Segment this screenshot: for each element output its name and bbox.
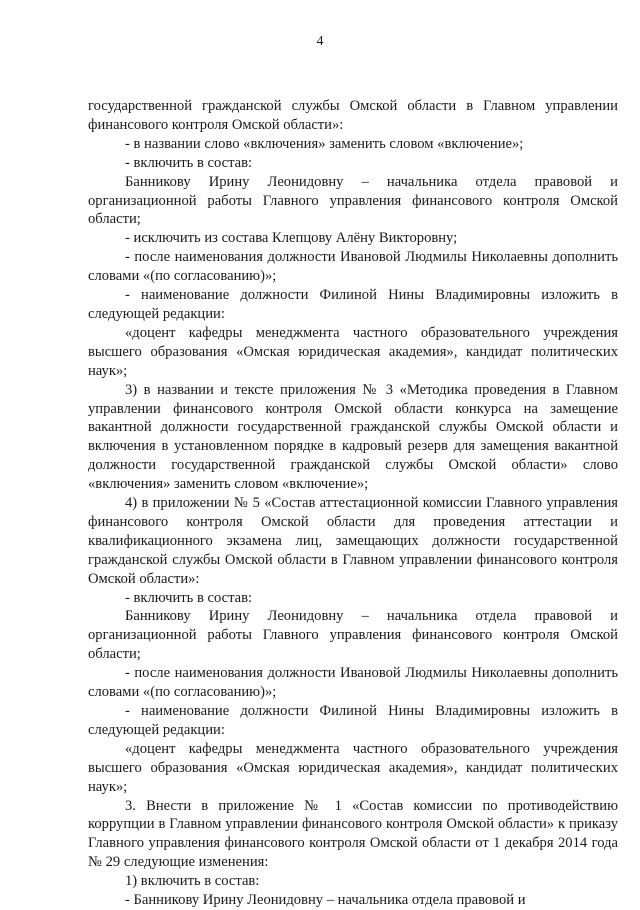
paragraph: - в названии слово «включения» заменить словом «включение»; (125, 135, 524, 152)
paragraph: - наименование должности Филиной Нины Владимировны изложить в следующей редакции: (88, 703, 618, 738)
paragraph: 3. Внести в приложение № 1 «Состав комиссии по противодействию коррупции в Главном управлении финансового контроля Омской области» к приказу Главного управления финансового контроля Омской области от 1 декабря 2014 года № 29 следующие изменения: (88, 797, 618, 871)
paragraph: - включить в состав: (125, 154, 253, 171)
paragraph: 4) в приложении № 5 «Состав аттестационной комиссии Главного управления финансового контроля Омской области для проведения аттестации и квалификационного экзамена лиц, замещающих должности государственной гражданской службы Омской области в Главном управлении финансового контроля Омской области»: (88, 495, 618, 587)
paragraph: - после наименования должности Ивановой Людмилы Николаевны дополнить словами «(по согласованию)»; (88, 665, 618, 701)
paragraph: Банникову Ирину Леонидовну – начальника отдела правовой и организационной работы Главного управления финансового контроля Омской области; (88, 608, 618, 663)
paragraph: - включить в состав: (125, 589, 253, 606)
paragraph: - исключить из состава Клепцову Алёну Викторовну; (125, 230, 458, 247)
paragraph: - Банникову Ирину Леонидовну – начальника отдела правовой и (125, 892, 526, 909)
page-number: 4 (316, 34, 324, 49)
paragraph: 3) в названии и тексте приложения № 3 «Методика проведения в Главном управлении финансового контроля Омской области конкурса на замещение вакантной должности государственной гражданской службы Омской области и включения в установленном порядке в кадровый резерв для замещения вакантной должности государственной гражданской службы Омской области» слово «включения» заменить словом «включение»; (88, 381, 618, 493)
document-body (88, 97, 618, 910)
paragraph: 1) включить в состав: (125, 873, 260, 890)
paragraph: - после наименования должности Ивановой Людмилы Николаевны дополнить словами «(по согласованию)»; (88, 249, 618, 285)
paragraph: «доцент кафедры менеджмента частного образовательного учреждения высшего образования «Омская юридическая академия», кандидат политических наук»; (88, 324, 618, 379)
paragraph: «доцент кафедры менеджмента частного образовательного учреждения высшего образования «Омская юридическая академия», кандидат политических наук»; (88, 740, 618, 795)
paragraph: государственной гражданской службы Омской области в Главном управлении финансового контроля Омской области»: (88, 98, 618, 133)
paragraph: - наименование должности Филиной Нины Владимировны изложить в следующей редакции: (88, 287, 618, 322)
paragraph: Банникову Ирину Леонидовну – начальника отдела правовой и организационной работы Главного управления финансового контроля Омской области; (88, 173, 618, 228)
